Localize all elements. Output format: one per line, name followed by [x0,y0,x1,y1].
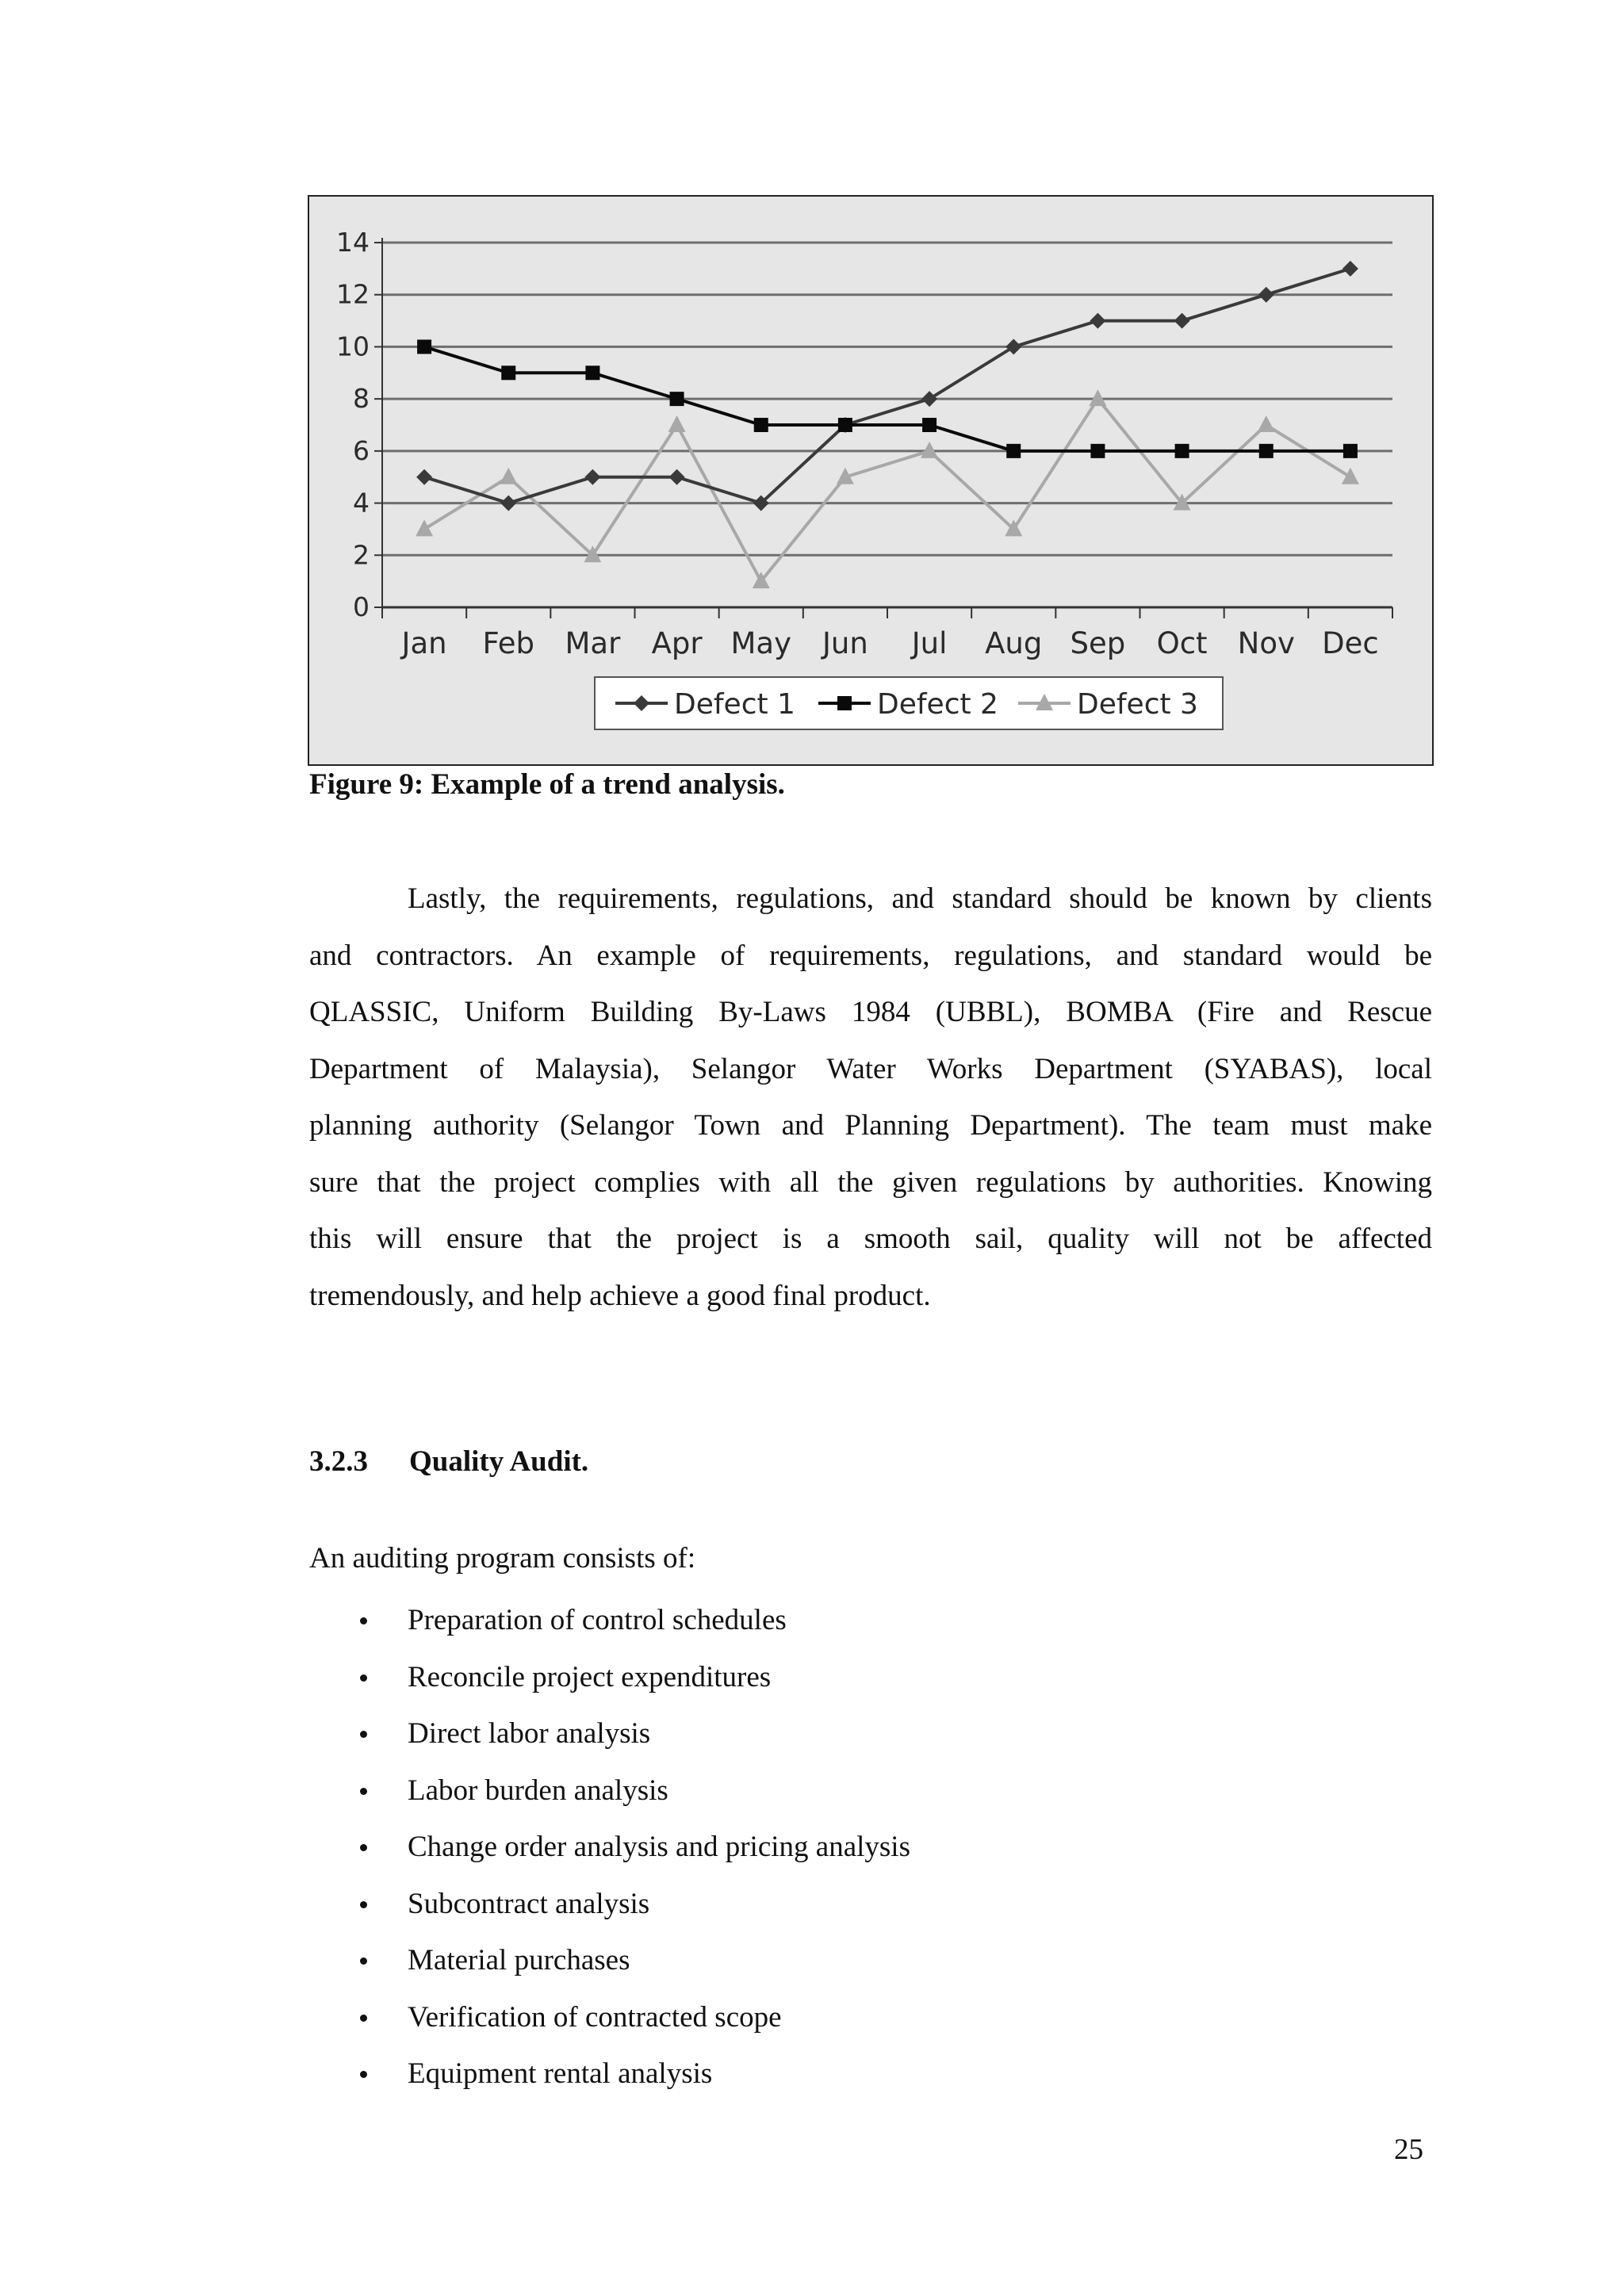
page-number: 25 [1394,2133,1423,2166]
bullet-icon [360,1617,367,1624]
bullet-icon [360,2071,367,2078]
y-tick-label: 2 [353,539,370,571]
figure-caption: Figure 9: Example of a trend analysis. [309,768,785,801]
x-tick-label: Sep [1070,626,1126,660]
x-tick-label: Jun [822,626,868,660]
list-item [309,1592,910,1649]
x-tick-label: Jul [911,626,948,660]
list-item [309,1762,910,1820]
bullet-icon [360,2015,367,2022]
audit-list [309,1592,910,2103]
list-item [309,1705,910,1762]
data-point [500,468,517,484]
list-item-text: Direct labor analysis [408,1717,651,1750]
data-point [921,391,937,407]
data-point [1090,444,1105,458]
paragraph-line: this will ensure that the project is a smooth sail, quality will not be affected [309,1223,1432,1255]
bullet-icon [360,1844,367,1851]
bullet-icon [360,1731,367,1738]
y-tick-label: 12 [336,278,370,310]
x-tick-label: Mar [565,626,621,660]
series-line [424,269,1350,503]
y-tick-label: 10 [336,331,370,362]
paragraph-line: Lastly, the requirements, regulations, and standard should be known by clients [408,882,1432,915]
data-point [1258,287,1274,303]
section-heading [309,1445,588,1479]
list-item-text: Change order analysis and pricing analysis [408,1831,910,1863]
paragraph-line: and contractors. An example of requirements, regulations, and standard would be [309,939,1432,972]
data-point [1258,415,1275,432]
x-tick-label: Aug [985,626,1043,660]
bullet-icon [360,1788,367,1795]
data-point [1090,313,1105,329]
x-tick-label: Apr [651,626,703,660]
data-point [1175,444,1189,458]
list-item [309,1876,910,1933]
data-point [416,469,432,485]
legend-marker [837,696,852,710]
data-point [416,519,433,536]
section-title: Quality Audit. [409,1445,589,1478]
data-point [417,339,431,354]
list-item-text: Verification of contracted scope [408,2000,782,2034]
data-point [1342,468,1359,484]
list-item-text: Subcontract analysis [408,1887,650,1920]
x-tick-label: Jan [401,626,447,660]
data-point [584,469,600,485]
list-item [309,2045,910,2103]
data-point [668,415,686,432]
data-point [1342,261,1358,277]
data-point [585,365,599,380]
y-tick-label: 6 [353,434,370,466]
list-item [309,1649,910,1706]
y-tick-label: 4 [353,487,370,519]
x-tick-label: May [730,626,791,660]
data-point [1005,339,1021,354]
data-point [500,496,516,511]
list-item-text: Preparation of control schedules [408,1604,787,1636]
bullet-icon [360,1957,367,1965]
x-tick-label: Dec [1322,626,1379,660]
body-paragraph [309,871,1432,1324]
bullet-icon [360,1674,367,1682]
x-tick-label: Oct [1156,626,1208,660]
trend-chart [308,195,1434,766]
y-tick-label: 0 [353,591,370,622]
legend-label: Defect 1 [674,688,795,721]
data-point [669,469,685,485]
data-point [838,418,852,432]
data-point [1089,389,1106,406]
section-number: 3.2.3 [309,1445,368,1478]
list-item-text: Reconcile project expenditures [408,1660,772,1693]
legend-label: Defect 3 [1077,688,1198,721]
data-point [1174,313,1190,329]
data-point [1259,444,1274,458]
paragraph-line: sure that the project complies with all the given regulations by authorities. Knowing [309,1165,1432,1199]
list-item-text: Material purchases [408,1944,630,1976]
data-point [922,418,936,432]
trend-chart-svg [309,197,1432,764]
paragraph-line: QLASSIC, Uniform Building By-Laws 1984 (UBBL), BOMBA (Fire and Rescue [309,996,1432,1028]
x-tick-label: Nov [1237,626,1295,660]
legend-label: Defect 2 [877,688,998,721]
paragraph-line: tremendously, and help achieve a good final product. [309,1279,931,1312]
data-point [1006,444,1021,458]
list-item [309,1819,910,1876]
list-item [309,1932,910,1989]
list-item [309,1989,910,2046]
bullet-icon [360,1901,367,1908]
x-tick-label: Feb [482,626,535,660]
data-point [501,365,515,380]
data-point [754,418,768,432]
audit-intro: An auditing program consists of: [309,1542,696,1575]
y-tick-label: 8 [353,383,370,415]
list-item-text: Labor burden analysis [408,1774,668,1807]
data-point [670,392,684,406]
y-tick-label: 14 [336,227,370,258]
data-point [1343,444,1358,458]
list-item-text: Equipment rental analysis [408,2057,713,2090]
paragraph-line: Department of Malaysia), Selangor Water Works Department (SYABAS), local [309,1052,1432,1085]
paragraph-line: planning authority (Selangor Town and Planning Department). The team must make [309,1109,1432,1142]
